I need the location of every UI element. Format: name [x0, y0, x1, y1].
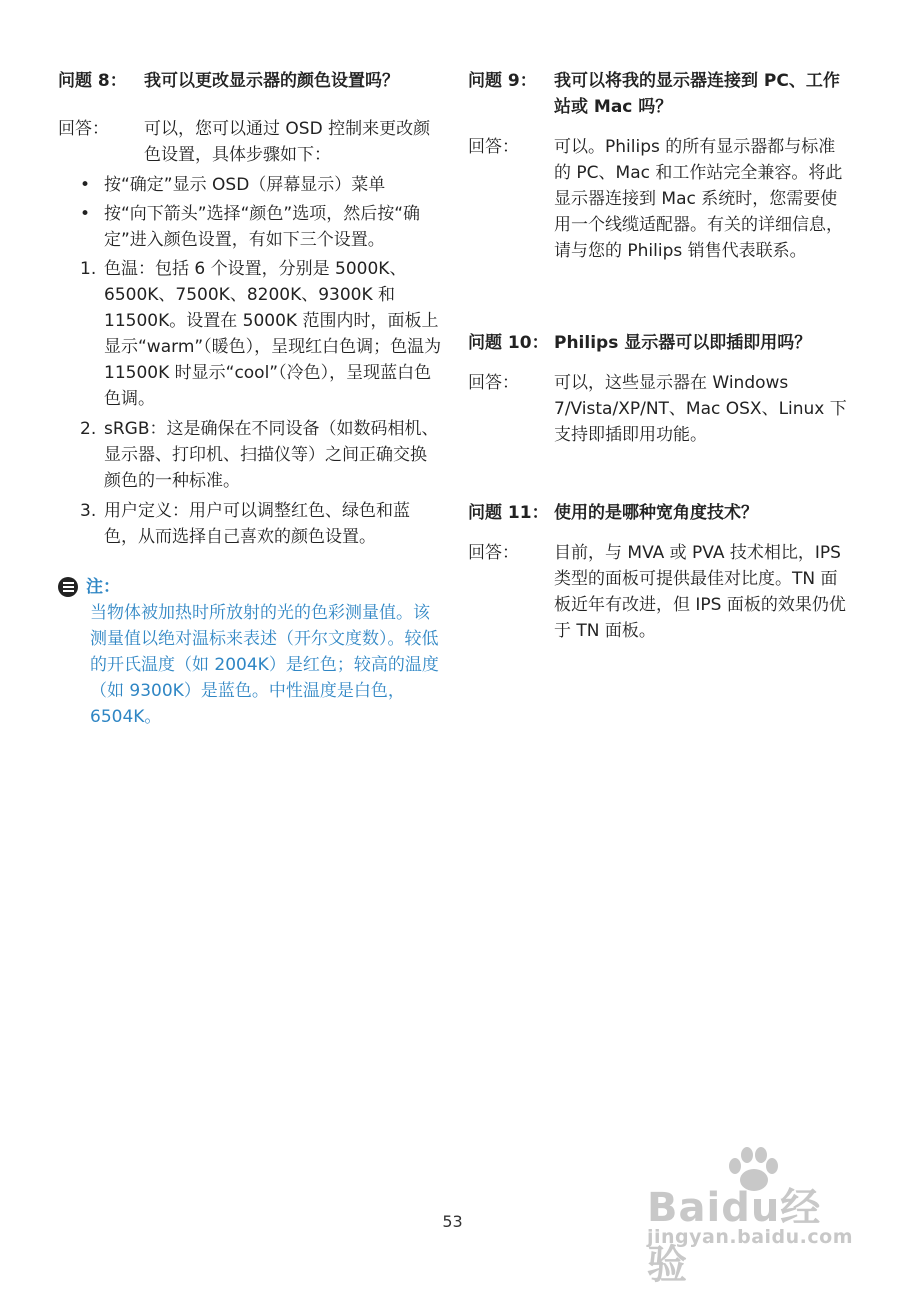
question-label: 问题 11：: [468, 503, 549, 523]
question-label: 问题 9：: [468, 71, 537, 91]
answer-label: 回答：: [468, 543, 519, 563]
color-settings-list: [58, 256, 442, 550]
watermark: [647, 1146, 857, 1288]
bullet-item: • 按“确定”显示 OSD（屏幕显示）菜单: [58, 172, 442, 198]
bullet-item: • 按“向下箭头”选择“颜色”选项，然后按“确定”进入颜色设置，有如下三个设置。: [58, 201, 442, 253]
item-text: sRGB：这是确保在不同设备（如数码相机、显示器、打印机、扫描仪等）之间正确交换颜色的一种标准。: [104, 419, 439, 491]
answer-8: [58, 116, 442, 168]
question-text: 我可以更改显示器的颜色设置吗？: [144, 71, 399, 91]
answer-text: 可以。Philips 的所有显示器都与标准的 PC、Mac 和工作站完全兼容。将此显示器连接到 Mac 系统时，您需要使用一个线缆适配器。有关的详细信息，请与您的 Philips 销售代表联系。: [554, 137, 843, 261]
answer-text: 可以，这些显示器在 Windows 7/Vista/XP/NT、Mac OSX、Linux 下支持即插即用功能。: [554, 373, 847, 445]
item-number: 3.: [80, 501, 97, 521]
item-text: 用户定义：用户可以调整红色、绿色和蓝色，从而选择自己喜欢的颜色设置。: [104, 501, 410, 547]
question-11: [468, 500, 852, 526]
question-text: 使用的是哪种宽角度技术？: [554, 503, 758, 523]
watermark-brand: Baidu经验: [647, 1185, 822, 1288]
list-item: [58, 416, 442, 494]
note-box: [58, 574, 442, 730]
question-9: [468, 68, 852, 120]
answer-label: 回答：: [468, 373, 519, 393]
item-text: 色温：包括 6 个设置，分别是 5000K、6500K、7500K、8200K、9300K 和 11500K。设置在 5000K 范围内时，面板上显示“warm”（暖色），呈现红白色调；色温为 11500K 时显示“cool”（冷色），呈现蓝白色色调。: [104, 259, 442, 409]
question-8: [58, 68, 442, 94]
note-heading: [58, 574, 442, 600]
question-text: 我可以将我的显示器连接到 PC、工作站或 Mac 吗？: [554, 71, 840, 117]
answer-label: 回答：: [58, 119, 109, 139]
left-column: [58, 68, 442, 730]
answer-text: 目前，与 MVA 或 PVA 技术相比，IPS 类型的面板可提供最佳对比度。TN 面板近年有改进，但 IPS 面板的效果仍优于 TN 面板。: [554, 543, 846, 641]
watermark-url: jingyan.baidu.com: [647, 1226, 853, 1248]
answer-10: [468, 370, 852, 448]
answer-8-steps: [58, 172, 442, 253]
question-10: [468, 330, 852, 356]
answer-9: [468, 134, 852, 264]
note-icon: [58, 577, 78, 597]
item-number: 1.: [80, 259, 97, 279]
answer-label: 回答：: [468, 137, 519, 157]
question-label: 问题 10：: [468, 333, 549, 353]
right-column: [468, 68, 852, 644]
item-number: 2.: [80, 419, 97, 439]
question-text: Philips 显示器可以即插即用吗？: [554, 333, 812, 353]
answer-text: 可以，您可以通过 OSD 控制来更改颜色设置，具体步骤如下：: [144, 119, 431, 165]
page-number: 53: [442, 1212, 463, 1231]
list-item: [58, 256, 442, 412]
answer-11: [468, 540, 852, 644]
question-label: 问题 8：: [58, 71, 127, 91]
note-title: 注：: [86, 577, 120, 597]
note-text: 当物体被加热时所放射的光的色彩测量值。该测量值以绝对温标来表述（开尔文度数）。较低的开氏温度（如 2004K）是红色；较高的温度（如 9300K）是蓝色。中性温度是白色，6504K。: [90, 603, 439, 727]
list-item: [58, 498, 442, 550]
